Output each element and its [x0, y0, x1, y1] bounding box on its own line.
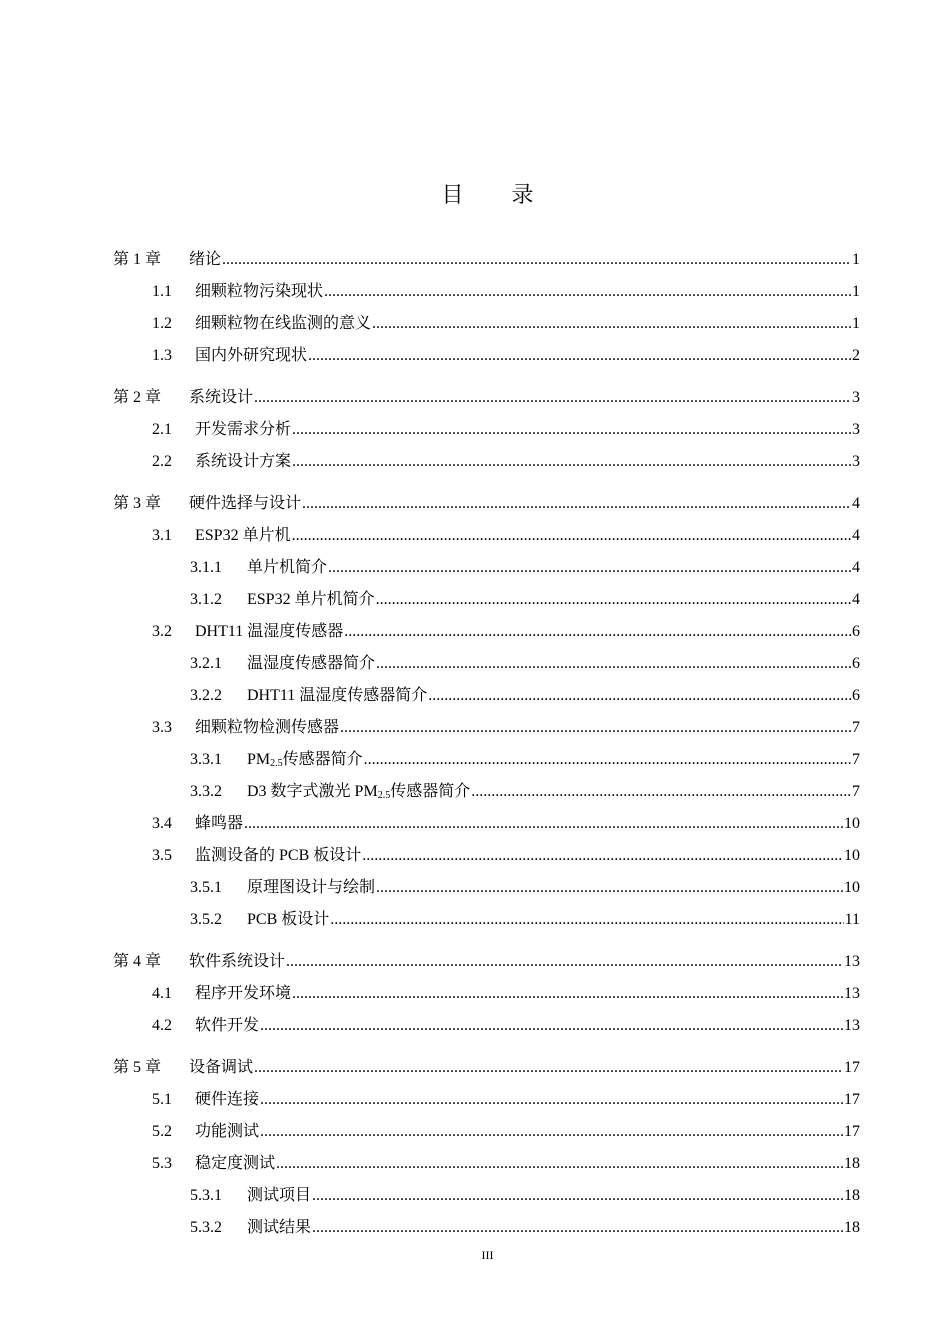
toc-section-entry[interactable] — [113, 776, 860, 808]
toc-section-entry[interactable] — [113, 904, 860, 936]
toc-section-entry[interactable] — [113, 340, 860, 372]
toc-section-entry[interactable] — [113, 308, 860, 340]
toc-entry-title-text: 监测设备的 PCB 板设计 — [195, 847, 362, 864]
toc-entry-page: 2 — [852, 347, 860, 364]
toc-entry-title-text: 蜂鸣器 — [195, 815, 244, 832]
toc-dot-leader — [292, 978, 843, 1010]
toc-entry-subscript: 2.5 — [377, 790, 391, 801]
toc-entry-number: 1.2 — [152, 315, 172, 332]
toc-entry-page: 13 — [844, 953, 860, 970]
toc-dot-leader — [254, 1052, 843, 1084]
toc-entry-title-text: 硬件选择与设计 — [189, 495, 302, 512]
toc-entry-page: 4 — [852, 591, 860, 608]
toc-entry-title — [195, 276, 323, 308]
toc-dot-leader — [260, 1116, 843, 1148]
toc-section-entry[interactable] — [113, 648, 860, 680]
toc-dot-leader — [312, 1180, 843, 1212]
toc-section-entry[interactable] — [113, 808, 860, 840]
toc-entry-title-text: 稳定度测试 — [195, 1155, 276, 1172]
toc-entry-page: 18 — [844, 1187, 860, 1204]
toc-entry-page: 4 — [852, 495, 860, 512]
toc-entry-title — [247, 776, 470, 808]
toc-entry-number: 3.1 — [152, 527, 172, 544]
toc-entry-title-text: DHT11 温湿度传感器 — [195, 623, 344, 640]
toc-entry-page: 7 — [852, 719, 860, 736]
toc-entry-number: 5.3.2 — [190, 1219, 222, 1236]
toc-entry-number: 3.2.2 — [190, 687, 222, 704]
toc-entry-title — [195, 978, 291, 1010]
toc-entry-title-text: 细颗粒物污染现状 — [195, 283, 324, 300]
toc-heading-left: 目 — [441, 183, 464, 208]
toc-entry-number: 4.2 — [152, 1017, 172, 1034]
toc-dot-leader — [308, 340, 851, 372]
toc-entry-title-text: 开发需求分析 — [195, 421, 292, 438]
toc-chapter-entry[interactable] — [113, 382, 860, 414]
toc-entry-number: 3.2 — [152, 623, 172, 640]
toc-chapter-entry[interactable] — [113, 1052, 860, 1084]
toc-section-entry[interactable] — [113, 584, 860, 616]
toc-entry-number: 1.3 — [152, 347, 172, 364]
toc-dot-leader — [260, 1084, 843, 1116]
toc-dot-leader — [292, 414, 851, 446]
toc-dot-leader — [260, 1010, 843, 1042]
toc-dot-leader — [276, 1148, 843, 1180]
toc-section-entry[interactable] — [113, 1010, 860, 1042]
toc-section-entry[interactable] — [113, 680, 860, 712]
toc-entry-title-rest: 传感器简介 — [390, 783, 471, 800]
toc-dot-leader — [254, 382, 851, 414]
toc-entry-page: 4 — [852, 527, 860, 544]
toc-entry-number: 3.4 — [152, 815, 172, 832]
toc-entry-title-text: D3 数字式激光 PM — [247, 783, 378, 800]
toc-entry-number: 4.1 — [152, 985, 172, 1002]
toc-section-entry[interactable] — [113, 978, 860, 1010]
toc-dot-leader — [244, 808, 843, 840]
toc-entry-title — [247, 552, 327, 584]
toc-entry-title-text: 细颗粒物检测传感器 — [195, 719, 340, 736]
toc-section-entry[interactable] — [113, 1212, 860, 1244]
toc-entry-title — [247, 680, 427, 712]
toc-entry-number: 第 5 章 — [113, 1059, 162, 1076]
toc-dot-leader — [222, 244, 851, 276]
toc-entry-page: 7 — [852, 783, 860, 800]
toc-entry-title-text: 温湿度传感器简介 — [247, 655, 376, 672]
toc-entry-title — [247, 648, 375, 680]
toc-entry-number: 第 4 章 — [113, 953, 162, 970]
page-number: III — [481, 1248, 494, 1262]
toc-entry-page: 11 — [844, 911, 860, 928]
toc-entry-page: 17 — [844, 1091, 860, 1108]
toc-entry-title — [247, 904, 329, 936]
toc-entry-page: 6 — [852, 687, 860, 704]
toc-entry-number: 3.2.1 — [190, 655, 222, 672]
toc-entry-title-text: ESP32 单片机 — [195, 527, 291, 544]
toc-entry-page: 1 — [852, 251, 860, 268]
toc-entry-title — [189, 382, 253, 414]
toc-entry-title — [195, 520, 291, 552]
toc-entry-page: 10 — [844, 815, 860, 832]
toc-dot-leader — [362, 840, 843, 872]
toc-dot-leader — [330, 904, 843, 936]
toc-entry-title — [195, 1116, 259, 1148]
toc-dot-leader — [292, 446, 851, 478]
toc-entry-title — [189, 1052, 253, 1084]
toc-entry-number: 第 2 章 — [113, 389, 162, 406]
toc-dot-leader — [324, 276, 851, 308]
toc-dot-leader — [364, 744, 851, 776]
toc-heading-right: 录 — [511, 183, 534, 208]
toc-entry-title-text: 功能测试 — [195, 1123, 260, 1140]
toc-entry-title-rest: 传感器简介 — [282, 751, 363, 768]
toc-entry-title-text: 细颗粒物在线监测的意义 — [195, 315, 372, 332]
toc-entry-title-text: 测试结果 — [247, 1219, 312, 1236]
toc-chapter-entry[interactable] — [113, 244, 860, 276]
toc-section-entry[interactable] — [113, 552, 860, 584]
toc-entry-title-text: 硬件连接 — [195, 1091, 260, 1108]
toc-entry-title — [195, 1084, 259, 1116]
toc-entry-number: 第 3 章 — [113, 495, 162, 512]
toc-entry-number: 3.3 — [152, 719, 172, 736]
toc-entry-number: 2.2 — [152, 453, 172, 470]
toc-dot-leader — [292, 520, 851, 552]
toc-entry-title-text: 原理图设计与绘制 — [247, 879, 376, 896]
toc-entry-number: 1.1 — [152, 283, 172, 300]
toc-entry-title — [195, 712, 339, 744]
toc-entry-title — [195, 808, 243, 840]
toc-entry-number: 5.3 — [152, 1155, 172, 1172]
toc-entry-title — [247, 872, 375, 904]
toc-entry-page: 3 — [852, 389, 860, 406]
toc-entry-title — [195, 1148, 275, 1180]
toc-entry-title — [247, 584, 375, 616]
toc-entry-title — [195, 1010, 259, 1042]
toc-entry-subscript: 2.5 — [270, 758, 283, 769]
toc-entry-number: 第 1 章 — [113, 251, 162, 268]
toc-section-entry[interactable] — [113, 414, 860, 446]
toc-entry-page: 6 — [852, 623, 860, 640]
toc-section-entry[interactable] — [113, 520, 860, 552]
toc-entry-number: 3.5 — [152, 847, 172, 864]
toc-entry-title — [195, 446, 291, 478]
toc-entry-title — [189, 488, 301, 520]
toc-section-entry[interactable] — [113, 1084, 860, 1116]
toc-dot-leader — [344, 616, 851, 648]
toc-entry-title-text: 测试项目 — [247, 1187, 312, 1204]
toc-entry-title-text: 系统设计 — [189, 389, 254, 406]
toc-entry-title-text: 系统设计方案 — [195, 453, 292, 470]
toc-section-entry[interactable] — [113, 616, 860, 648]
toc-dot-leader — [376, 584, 851, 616]
toc-chapter-entry[interactable] — [113, 488, 860, 520]
toc-entry-page: 6 — [852, 655, 860, 672]
toc-entry-title-text: 国内外研究现状 — [195, 347, 308, 364]
toc-entry-number: 5.3.1 — [190, 1187, 222, 1204]
toc-dot-leader — [428, 680, 851, 712]
toc-dot-leader — [376, 648, 851, 680]
toc-entry-title-text: 软件系统设计 — [189, 953, 286, 970]
toc-section-entry[interactable] — [113, 840, 860, 872]
toc-heading — [0, 178, 950, 209]
toc-entry-title — [247, 744, 363, 776]
toc-entry-number: 3.5.2 — [190, 911, 222, 928]
toc-entry-title — [189, 244, 221, 276]
toc-entry-page: 17 — [844, 1123, 860, 1140]
toc-entry-title — [195, 616, 343, 648]
toc-entry-title — [247, 1180, 311, 1212]
toc-entry-page: 1 — [852, 283, 860, 300]
toc-section-entry[interactable] — [113, 744, 860, 776]
toc-entry-title-text: ESP32 单片机简介 — [247, 591, 375, 608]
toc-dot-leader — [376, 872, 843, 904]
toc-entry-title-text: 软件开发 — [195, 1017, 260, 1034]
toc-entry-page: 7 — [852, 751, 860, 768]
toc-entry-number: 2.1 — [152, 421, 172, 438]
toc-entry-title — [195, 340, 307, 372]
toc-entry-number: 5.1 — [152, 1091, 172, 1108]
toc-chapter-entry[interactable] — [113, 946, 860, 978]
toc-section-entry[interactable] — [113, 712, 860, 744]
toc-dot-leader — [340, 712, 851, 744]
toc-section-entry[interactable] — [113, 1180, 860, 1212]
toc-entry-title — [247, 1212, 311, 1244]
toc-entry-number: 3.3.2 — [190, 783, 222, 800]
toc-entry-title-text: 设备调试 — [189, 1059, 254, 1076]
toc-entry-page: 1 — [852, 315, 860, 332]
toc-section-entry[interactable] — [113, 1116, 860, 1148]
toc-entry-title — [195, 840, 361, 872]
toc-entry-page: 13 — [844, 985, 860, 1002]
toc-dot-leader — [372, 308, 851, 340]
toc-entry-page: 10 — [844, 879, 860, 896]
toc-dot-leader — [286, 946, 843, 978]
toc-entry-page: 13 — [844, 1017, 860, 1034]
toc-entry-number: 3.5.1 — [190, 879, 222, 896]
toc-dot-leader — [471, 776, 851, 808]
toc-dot-leader — [312, 1212, 843, 1244]
toc-entry-title-text: 程序开发环境 — [195, 985, 292, 1002]
toc-entry-title-text: PCB 板设计 — [247, 911, 330, 928]
toc-entry-title-text: PM — [247, 751, 271, 768]
toc-entry-number: 5.2 — [152, 1123, 172, 1140]
toc-entry-page: 18 — [844, 1219, 860, 1236]
toc-section-entry[interactable] — [113, 276, 860, 308]
toc-entry-page: 3 — [852, 421, 860, 438]
toc-section-entry[interactable] — [113, 1148, 860, 1180]
toc-dot-leader — [328, 552, 851, 584]
toc-entry-title-text: DHT11 温湿度传感器简介 — [247, 687, 428, 704]
toc-entry-title-text: 绪论 — [189, 251, 222, 268]
toc-section-entry[interactable] — [113, 872, 860, 904]
toc-entry-page: 3 — [852, 453, 860, 470]
table-of-contents — [113, 244, 860, 1244]
toc-section-entry[interactable] — [113, 446, 860, 478]
toc-entry-title-text: 单片机简介 — [247, 559, 328, 576]
toc-entry-page: 17 — [844, 1059, 860, 1076]
toc-entry-page: 4 — [852, 559, 860, 576]
toc-entry-page: 18 — [844, 1155, 860, 1172]
toc-entry-number: 3.1.2 — [190, 591, 222, 608]
toc-entry-title — [189, 946, 285, 978]
toc-entry-number: 3.3.1 — [190, 751, 222, 768]
toc-dot-leader — [302, 488, 851, 520]
toc-entry-page: 10 — [844, 847, 860, 864]
toc-entry-title — [195, 308, 371, 340]
toc-entry-title — [195, 414, 291, 446]
toc-entry-number: 3.1.1 — [190, 559, 222, 576]
